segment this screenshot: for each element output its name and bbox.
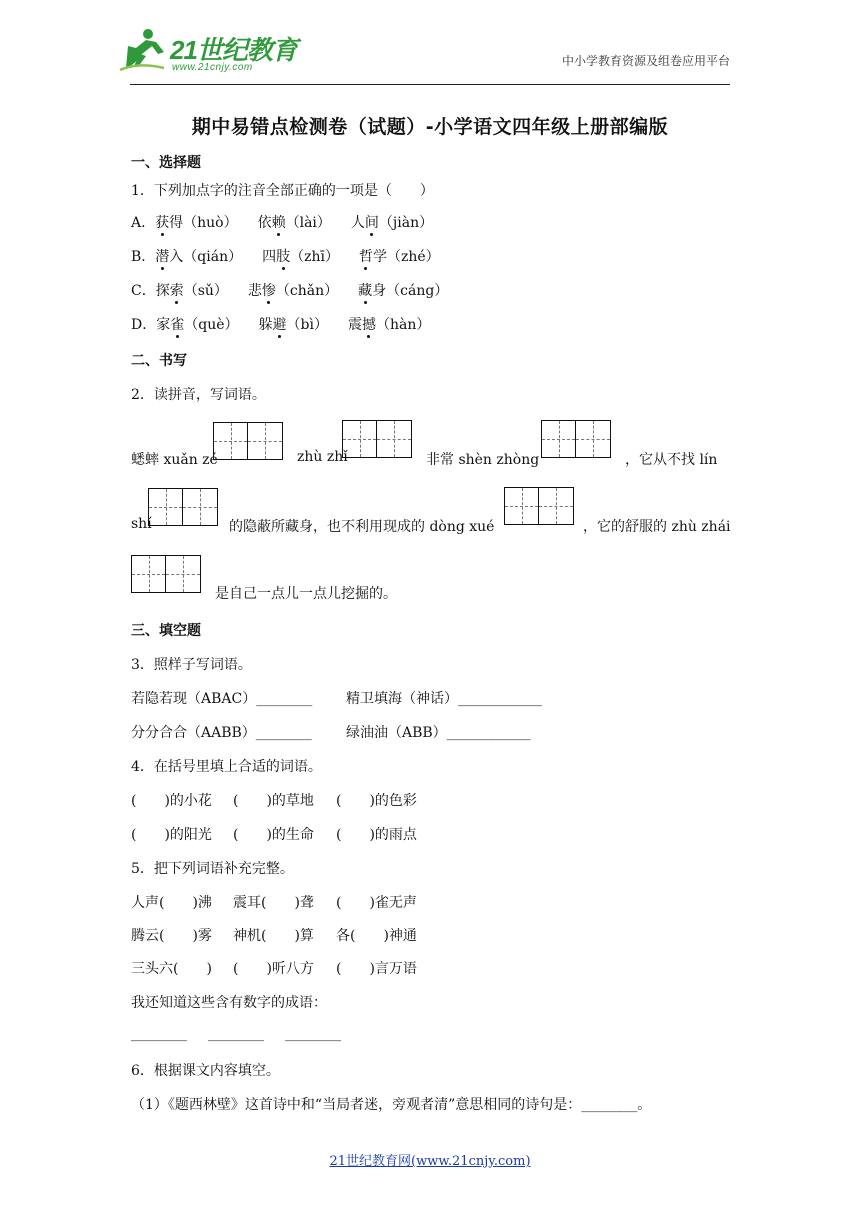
q4-item: ( )的小花 [131, 793, 212, 809]
logo-url: www.21cnjy.com [172, 62, 253, 73]
q4-item: ( )的雨点 [336, 827, 417, 843]
writing-grid[interactable] [131, 555, 201, 593]
q3-item: 精卫填海（神话）____________ [346, 691, 542, 707]
pinyin-text: 非常 shèn zhòng [426, 452, 540, 468]
q5-item: ( )雀无声 [336, 895, 417, 911]
q5-item: 三头六( ) [131, 961, 212, 977]
pinyin-text: shí [131, 516, 152, 532]
section-heading-writing: 二、书写 [131, 353, 187, 369]
q5-item: 神机( )算 [233, 928, 314, 944]
answer-blank[interactable]: ________ [285, 1026, 341, 1042]
q5-item: 震耳( )聋 [233, 895, 314, 911]
option-c: C．探索（sǔ） 悲惨（chǎn） 藏身（cáng） [131, 283, 449, 299]
q3-item: 绿油油（ABB）____________ [346, 725, 531, 741]
page-title: 期中易错点检测卷（试题）-小学语文四年级上册部编版 [191, 116, 669, 138]
runner-logo-icon [118, 24, 170, 74]
question-6: 6．根据课文内容填空。 [131, 1063, 280, 1079]
option-a: A．获得（huò） 依赖（lài） 人间（jiàn） [131, 215, 434, 231]
answer-blank[interactable]: ________ [208, 1026, 264, 1042]
writing-grid[interactable] [148, 488, 218, 526]
q4-item: ( )的生命 [233, 827, 314, 843]
section-heading-fill: 三、填空题 [131, 623, 201, 639]
logo [118, 24, 297, 76]
q3-item: 分分合合（AABB）________ [131, 725, 312, 741]
writing-grid[interactable] [504, 487, 574, 525]
question-1: 1．下列加点字的注音全部正确的一项是（ ） [131, 183, 434, 199]
pinyin-text: zhù zhǐ [297, 449, 348, 465]
writing-grid[interactable] [213, 422, 283, 460]
writing-grid[interactable] [342, 420, 412, 458]
question-5: 5．把下列词语补充完整。 [131, 861, 294, 877]
q5-prompt: 我还知道这些含有数字的成语： [131, 995, 327, 1011]
question-3: 3．照样子写词语。 [131, 657, 252, 673]
q4-item: ( )的色彩 [336, 793, 417, 809]
q4-item: ( )的草地 [233, 793, 314, 809]
q3-item: 若隐若现（ABAC）________ [131, 691, 313, 707]
q5-item: ( )听八方 [233, 961, 314, 977]
pinyin-text: 蟋蟀 xuǎn zé [131, 452, 218, 468]
logo-text: 21世纪教育 [170, 35, 297, 65]
option-d: D．家雀（què） 躲避（bì） 震撼（hàn） [131, 317, 431, 333]
platform-name: 中小学教育资源及组卷应用平台 [561, 54, 730, 68]
q5-item: ( )言万语 [336, 961, 417, 977]
pinyin-text: ，它的舒服的 zhù zhái [583, 519, 731, 535]
header-divider [130, 84, 730, 85]
footer-link[interactable]: 21世纪教育网(www.21cnjy.com) [329, 1154, 531, 1169]
q4-item: ( )的阳光 [131, 827, 212, 843]
question-2: 2．读拼音，写词语。 [131, 387, 266, 403]
answer-blank[interactable]: ________ [131, 1026, 187, 1042]
q6-item: （1）《题西林壁》这首诗中和“当局者迷，旁观者清”意思相同的诗句是：________。 [131, 1097, 652, 1113]
question-4: 4．在括号里填上合适的词语。 [131, 759, 322, 775]
pinyin-text: 的隐蔽所藏身，也不利用现成的 dòng xué [229, 519, 495, 535]
section-heading-choice: 一、选择题 [131, 155, 201, 171]
pinyin-text: ，它从不找 lín [625, 452, 718, 468]
sentence-end: 是自己一点儿一点儿挖掘的。 [215, 586, 397, 602]
writing-grid[interactable] [541, 420, 611, 458]
q5-item: 各( )神通 [336, 928, 417, 944]
q5-item: 人声( )沸 [131, 895, 212, 911]
q5-item: 腾云( )雾 [131, 928, 212, 944]
option-b: B．潜入（qián） 四肢（zhī） 哲学（zhé） [131, 249, 440, 265]
